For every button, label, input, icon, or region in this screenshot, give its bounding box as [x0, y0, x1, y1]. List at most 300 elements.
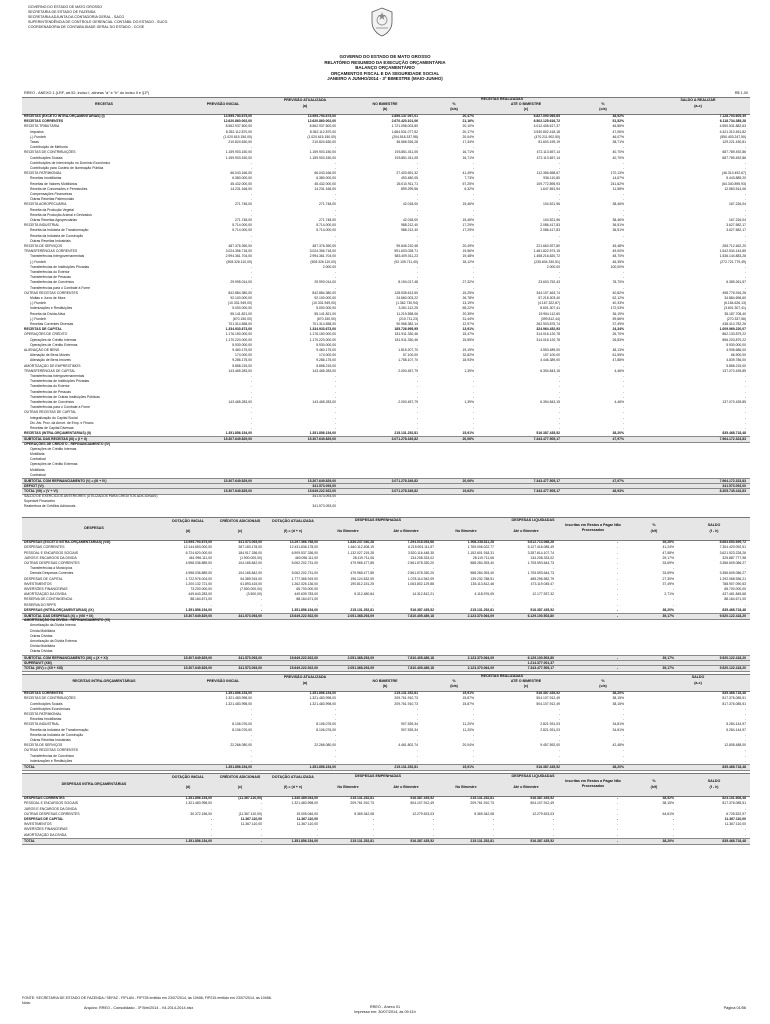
table-cell: 215.131.252,81: [394, 431, 418, 436]
table-cell: -: [622, 145, 624, 150]
table-cell: -: [622, 275, 624, 280]
table-cell: (6.164.626,13): [723, 301, 746, 306]
table-cell: 15.649.222.922,00: [289, 665, 318, 670]
table-cell: 1.159.903.150,00: [225, 155, 252, 160]
table-cell: OUTRAS RECEITAS DE CAPITAL: [24, 410, 77, 415]
table-cell: 13.955.793.675,00: [307, 114, 336, 118]
table-cell: 193.851.011,05: [394, 155, 418, 160]
table-cell: 479.965.477,85: [350, 560, 374, 565]
table-cell: 1.481.822.573,15: [533, 249, 560, 254]
table-cell: 55.141.821,00: [314, 311, 336, 316]
table-cell: Outras Receitas Patrimoniais: [30, 197, 74, 202]
table-cell: -: [334, 207, 336, 212]
table-cell: TOTAL (XIV) = (XII + XIII): [24, 665, 63, 670]
table-cell: 341.573.093,00: [238, 613, 262, 618]
table-cell: PESSOAL E ENCARGOS SOCIAIS: [24, 550, 78, 555]
table-cell: AMORTIZAÇÃO DA DÍVIDA: [24, 832, 67, 837]
table-cell: 23.603.752,43: [538, 280, 560, 285]
table-cell: 15,25%: [462, 290, 474, 295]
table-cell: 174.000,00: [319, 353, 336, 358]
table-cell: Transferências de Convênios: [30, 280, 74, 285]
table-cell: 15.307.649.829,00: [183, 655, 212, 660]
table-cell: 1.705.593.644,73: [527, 571, 554, 576]
table-cell: -: [260, 838, 262, 843]
table-cell: 42.018,00: [402, 218, 418, 222]
table-cell: (670.150,00): [232, 316, 252, 321]
table-cell: 487.376.390,00: [312, 244, 336, 248]
table-cell: 15.307.649.829,00: [223, 479, 252, 483]
table-cell: -: [744, 706, 746, 711]
table-cell: 109.772.895,93: [536, 181, 560, 186]
table-cell: DESPESAS (INTRA-ORÇAMENTÁRIAS) (IX): [24, 607, 94, 612]
table-cell: -: [492, 597, 494, 602]
table-cell: 6.129.100.503,80: [527, 655, 554, 660]
table-cell: 78,70%: [612, 280, 624, 285]
column-header: (c/a): [599, 107, 607, 111]
table-cell: 65.700.000,00: [296, 586, 318, 591]
table-cell: 15.307.649.829,00: [183, 665, 212, 670]
column-header: %: [452, 102, 456, 106]
table-cell: 92.100.000,00: [230, 296, 252, 300]
table-cell: 4.553.489,00: [540, 348, 560, 352]
table-cell: 9.286.175,00: [316, 358, 336, 363]
table-cell: 61,55%: [612, 353, 624, 358]
title-line: RELATÓRIO RESUMIDO DA EXECUÇÃO ORÇAMENTÁRIA: [324, 59, 446, 65]
table-cell: -: [744, 238, 746, 243]
table-cell: -: [492, 806, 494, 811]
table-cell: 167.226,04: [729, 202, 746, 207]
table-cell: -: [210, 832, 212, 837]
table-cell: 449.639.783,00: [294, 592, 318, 597]
table-cell: -: [622, 207, 624, 212]
table-cell: 5.312.480,84: [354, 592, 374, 597]
table-cell: 461.996.111,00: [188, 555, 212, 560]
column-header: Inscritas em Restos a Pagar Não Processados: [565, 523, 621, 532]
table-cell: 1.458.216.820,72: [533, 254, 560, 259]
table-cell: (1.020.615.150,00): [307, 134, 336, 139]
table-cell: -: [622, 379, 624, 384]
table-cell: 4.118.976,05: [474, 592, 494, 597]
table-cell: 40,70%: [612, 155, 624, 160]
table-cell: 6.129.100.503,80: [527, 613, 554, 618]
table-cell: -: [558, 207, 560, 212]
table-cell: -: [744, 426, 746, 430]
table-cell: 6.502.125.616,72: [533, 119, 560, 124]
column-header: %: [652, 523, 656, 528]
table-cell: 2.000.457,79: [398, 368, 418, 373]
table-cell: -: [334, 732, 336, 737]
table-cell: -: [616, 581, 618, 586]
table-cell: 24.660.003,22: [396, 296, 418, 300]
table-cell: 516.387.435,52: [536, 431, 560, 436]
table-cell: 57.100,00: [402, 353, 418, 358]
table-cell: -: [558, 197, 560, 202]
table-cell: 824.101.608,48: [722, 796, 746, 801]
table-cell: 18,93%: [462, 358, 474, 363]
table-cell: 45,48%: [612, 244, 624, 248]
table-cell: -: [492, 832, 494, 837]
table-cell: 907.539,34: [401, 727, 418, 732]
table-cell: -: [472, 264, 474, 269]
table-cell: -: [744, 566, 746, 571]
column-header: (f - h): [709, 785, 719, 790]
table-cell: -: [616, 827, 618, 832]
table-cell: SUBTOTAL DAS DESPESAS (X) = (VIII + IX): [24, 613, 94, 618]
table-cell: -: [616, 801, 618, 806]
table-cell: OUTRAS RECEITAS CORRENTES: [24, 748, 79, 753]
table-cell: 15.649.222.922,00: [289, 655, 318, 660]
table-cell: JUROS E ENCARGOS DA DÍVIDA: [24, 555, 77, 560]
table-cell: 64,61%: [662, 811, 674, 816]
table-cell: -: [432, 597, 434, 602]
table-cell: Dívida Mobiliária: [30, 628, 56, 633]
table-cell: 20,06%: [462, 479, 474, 483]
table-cell: (-) Fundeb: [30, 301, 46, 306]
table-cell: -: [372, 586, 374, 591]
table-cell: AMORTIZAÇÃO DA DÍVIDA: [24, 592, 67, 597]
table-cell: Contratual: [30, 457, 46, 462]
table-cell: -: [744, 197, 746, 202]
table-cell: 788.907.090,53: [722, 581, 746, 586]
table-cell: -: [250, 758, 252, 763]
table-cell: 139.232.788,51: [470, 576, 494, 581]
table-cell: 40,82%: [612, 290, 624, 295]
table-cell: 107.100,00: [543, 353, 560, 358]
table-cell: Transferências a Municípios: [30, 566, 73, 571]
column-header: (c/a): [599, 684, 607, 689]
table-cell: -: [334, 384, 336, 389]
table-cell: -: [472, 748, 474, 753]
column-header: RECEITAS: [95, 102, 113, 106]
table-cell: RECEITAS DE CONTRIBUIÇÕES: [24, 150, 76, 155]
table-cell: 21,16%: [462, 119, 474, 124]
table-cell: 38,52%: [662, 796, 674, 801]
table-cell: (11.367.110,00): [238, 796, 262, 801]
table-cell: -: [558, 748, 560, 753]
table-cell: 241,62%: [610, 181, 624, 186]
table-cell: 16,71%: [462, 155, 474, 160]
table-cell: 5.127.416.085,49: [527, 545, 554, 550]
table-cell: (470.211.902,50): [534, 134, 560, 139]
table-cell: -: [334, 415, 336, 420]
table-cell: (508.326.110,00): [226, 259, 252, 264]
institution-line: GOVERNO DO ESTADO DE MATO GROSSO: [28, 5, 103, 9]
table-cell: 190.812.151,25: [350, 581, 374, 586]
table-cell: 39,26%: [662, 540, 674, 545]
table-cell: -: [622, 748, 624, 753]
table-cell: AMORTIZAÇÃO DE EMPRÉSTIMOS: [24, 363, 81, 368]
table-cell: -: [260, 827, 262, 832]
table-cell: 104.165.842,00: [238, 571, 262, 576]
table-cell: -: [616, 592, 618, 597]
table-cell: -: [334, 145, 336, 150]
table-cell: 1.542.534.144,85: [719, 249, 746, 254]
table-cell: 344.107.463,74: [536, 290, 560, 295]
table-cell: -: [472, 758, 474, 763]
table-cell: -: [744, 389, 746, 394]
column-header: DOTAÇÃO INICIAL: [172, 775, 204, 780]
table-cell: 8.106.076,00: [316, 727, 336, 732]
table-cell: -: [334, 758, 336, 763]
table-cell: -: [210, 566, 212, 571]
table-cell: 856.203.879,22: [722, 337, 746, 342]
column-header: (a-c): [694, 104, 702, 108]
table-cell: -: [316, 602, 318, 607]
table-cell: -: [334, 160, 336, 165]
table-cell: -: [616, 566, 618, 571]
table-cell: INVESTIMENTOS: [24, 822, 52, 827]
table-cell: Contribuições Econômicas: [30, 706, 71, 711]
table-cell: 12.620.860.002,00: [307, 119, 336, 124]
table-cell: Receita da Produção Animal e Derivados: [30, 212, 92, 217]
table-cell: 15,47%: [462, 332, 474, 337]
column-header: No Bimestre: [455, 529, 477, 534]
table-cell: 2.051.368.293,09: [347, 655, 374, 660]
table-cell: -: [622, 363, 624, 368]
table-cell: -: [558, 753, 560, 758]
report-title: [0, 54, 770, 82]
table-cell: 20,49%: [462, 244, 474, 248]
table-cell: 472.113.657,14: [536, 150, 560, 155]
table-cell: -: [558, 711, 560, 716]
table-cell: 7.343.477.505,17: [527, 665, 554, 670]
table-cell: 35.187.708,40: [724, 311, 746, 316]
table-cell: -: [472, 410, 474, 415]
table-cell: -: [250, 415, 252, 420]
table-cell: 5.443.889,20: [726, 176, 746, 181]
table-cell: -: [672, 816, 674, 821]
table-cell: 3.071.278.349,82: [391, 479, 418, 483]
table-cell: 196.124.632,09: [350, 576, 374, 581]
column-header: SALDO: [707, 779, 721, 784]
table-cell: 591.603.028,71: [394, 249, 418, 254]
table-cell: -: [432, 827, 434, 832]
table-cell: -: [416, 717, 418, 722]
table-cell: 4,46%: [614, 400, 624, 404]
table-cell: 1.321.483.998,00: [225, 696, 252, 701]
table-cell: -: [260, 602, 262, 607]
table-cell: -: [558, 737, 560, 742]
table-cell: 143.465.283,00: [312, 400, 336, 404]
table-cell: -: [472, 394, 474, 399]
table-cell: -: [472, 166, 474, 170]
table-cell: 1.292.068.936,21: [719, 576, 746, 581]
table-cell: Receita de Concessões e Permissões: [30, 186, 88, 191]
table-cell: -: [416, 706, 418, 711]
table-cell: -: [472, 405, 474, 410]
table-cell: -: [558, 389, 560, 394]
table-cell: 835.468.718,48: [722, 764, 746, 769]
table-cell: Reabertura de Créditos Adicionais: [24, 504, 76, 508]
table-cell: -: [472, 753, 474, 758]
table-cell: 20,17%: [462, 129, 474, 134]
table-cell: (-) Fundeb: [30, 134, 46, 139]
table-cell: (-) Fundeb: [30, 259, 46, 264]
table-cell: -: [552, 832, 554, 837]
table-cell: -: [472, 711, 474, 716]
table-cell: -: [744, 753, 746, 758]
column-header: DESPESAS EMPENHADAS: [354, 774, 402, 779]
column-header: DOTAÇÃO ATUALIZADA: [272, 519, 314, 524]
table-cell: -: [472, 389, 474, 394]
table-cell: -: [744, 748, 746, 753]
table-cell: -: [558, 374, 560, 378]
table-cell: -: [558, 212, 560, 217]
source-text: FONTE: SECRETARIA DE ESTADO DE FAZENDA / SEFAZ - FIPLAN - FIP728 emitido em 23/07/2014, às 10h56; FIP215 emitido em 23/07/2014, às 10h58.: [22, 996, 272, 1000]
table-cell: 11,20%: [462, 727, 474, 732]
table-cell: (399.812,44): [540, 316, 560, 321]
table-cell: Operações de Crédito Externas: [30, 342, 78, 347]
table-cell: Taxas: [30, 140, 39, 144]
table-cell: Transferências do Exterior: [30, 384, 70, 389]
table-cell: RECEITAS CORRENTES: [24, 691, 64, 696]
table-cell: 5.930.000,00: [316, 342, 336, 347]
table-cell: -: [416, 732, 418, 737]
table-cell: 341.573.093,00: [238, 665, 262, 670]
table-cell: -: [672, 827, 674, 832]
table-cell: TOTAL (VII) = (V + VI): [24, 489, 58, 494]
table-cell: 14.231.166,00: [314, 186, 336, 191]
column-header: SALDO A REALIZAR: [680, 98, 716, 102]
table-cell: 19,63%: [462, 489, 474, 494]
table-cell: -: [558, 706, 560, 711]
table-cell: (11.367.110,00): [238, 811, 262, 816]
table-cell: -: [622, 197, 624, 202]
table-cell: 15.307.649.829,00: [183, 613, 212, 618]
table-cell: -: [334, 405, 336, 410]
column-header: ATÉ O BIMESTRE: [510, 102, 542, 106]
table-cell: -: [416, 233, 418, 238]
column-header: (e): [237, 785, 243, 790]
table-cell: 134.208.333,02: [410, 555, 434, 560]
table-cell: 449.643.283,00: [188, 592, 212, 597]
table-cell: INVESTIMENTOS: [24, 581, 52, 586]
table-cell: 8.562.937.500,00: [309, 124, 336, 129]
table-cell: -: [416, 197, 418, 202]
table-cell: -: [260, 806, 262, 811]
table-cell: 1.351.856.154,00: [185, 607, 212, 612]
table-cell: -: [432, 566, 434, 571]
table-cell: 5.062.202.731,00: [291, 571, 318, 576]
table-cell: 20,35%: [462, 311, 474, 316]
table-cell: 7.810.405.489,18: [407, 665, 434, 670]
table-cell: 17,34%: [462, 140, 474, 144]
table-cell: -: [416, 342, 418, 347]
table-cell: 57,25%: [462, 181, 474, 186]
table-cell: 215.131.252,81: [350, 607, 374, 612]
table-cell: 15.649.222.922,00: [307, 489, 336, 494]
table-cell: 479.965.477,85: [350, 571, 374, 576]
table-cell: 1.351.856.154,00: [309, 431, 336, 436]
table-cell: 181.911.330,46: [394, 337, 418, 342]
table-cell: 817.376.085,51: [722, 801, 746, 806]
table-cell: -: [744, 233, 746, 238]
table-cell: Alienação de Bens Móveis: [30, 353, 70, 358]
table-cell: 6.909.537.336,00: [291, 550, 318, 555]
table-cell: 66.043.166,00: [314, 171, 336, 176]
table-cell: -: [616, 816, 618, 821]
table-cell: 45.432.000,00: [230, 181, 252, 186]
table-cell: (92.105.711,40): [394, 259, 418, 264]
table-cell: 47,58%: [662, 550, 674, 555]
table-cell: 485.296.982,79: [530, 576, 554, 581]
table-cell: 209.761.910,73: [350, 801, 374, 806]
table-cell: 15,87%: [462, 701, 474, 706]
column-header: (f) = (d + e): [283, 529, 303, 534]
table-cell: 221.663.927,80: [536, 244, 560, 248]
table-cell: 842.884.380,00: [228, 290, 252, 295]
table-cell: Receita da Indústria de Construção: [30, 233, 84, 238]
table-cell: -: [552, 827, 554, 832]
table-cell: 12.279.523,03: [412, 811, 434, 816]
table-cell: -: [416, 363, 418, 368]
table-cell: 1.152.601.918,31: [467, 550, 494, 555]
table-cell: -: [432, 586, 434, 591]
footer-page: Página 01/56: [723, 1006, 746, 1010]
table-cell: -: [616, 555, 618, 560]
table-cell: OUTRAS DESPESAS CORRENTES: [24, 560, 80, 565]
table-cell: 271.748,00: [235, 218, 252, 222]
table-cell: 1.705.593.644,73: [527, 560, 554, 565]
table-cell: -: [472, 706, 474, 711]
table-cell: 20,04%: [462, 134, 474, 139]
table-cell: 835.468.718,48: [722, 607, 746, 612]
table-cell: 27.403.691,32: [396, 171, 418, 176]
table-cell: -: [416, 275, 418, 280]
column-header: NO BIMESTRE: [372, 102, 398, 106]
table-cell: 2,71%: [664, 592, 674, 597]
table-cell: 314.016.120,78: [536, 332, 560, 337]
table-cell: 516.387.435,52: [536, 764, 560, 769]
column-header: SALDO: [707, 523, 721, 528]
table-cell: -: [616, 796, 618, 801]
table-cell: TRANSFERÊNCIAS CORRENTES: [24, 249, 78, 254]
column-header: ATÉ O BIMESTRE: [510, 679, 542, 684]
table-cell: 38,20%: [612, 431, 624, 436]
table-cell: -: [616, 545, 618, 550]
table-cell: 2.123.370.064,09: [467, 655, 494, 660]
table-cell: 99.845.210,48: [396, 244, 418, 248]
table-cell: 13.955.793.675,00: [183, 540, 212, 545]
table-cell: -: [472, 363, 474, 368]
table-cell: 15,91%: [462, 431, 474, 436]
table-cell: DÉFICIT (VI): [24, 484, 44, 489]
table-cell: -: [432, 822, 434, 827]
table-cell: -: [260, 607, 262, 612]
table-cell: 143.465.283,00: [228, 368, 252, 373]
column-header: Até o Bimestre: [393, 785, 419, 790]
table-cell: Operações de Crédito Internas: [30, 337, 77, 342]
table-cell: -: [622, 420, 624, 425]
table-cell: -: [672, 586, 674, 591]
table-cell: -: [616, 597, 618, 602]
table-cell: 1.815.207,70: [398, 348, 418, 352]
table-cell: 61.893.415,00: [240, 581, 262, 586]
table-cell: (64.340.895,93): [722, 181, 746, 186]
table-cell: 2.086.417,83: [540, 228, 560, 233]
table-cell: Operações de Crédito Externas: [30, 462, 78, 467]
table-cell: ALIENAÇÃO DE BENS: [24, 348, 60, 352]
table-cell: -: [622, 384, 624, 389]
table-cell: PESSOAL E ENCARGOS SOCIAIS: [24, 801, 78, 806]
table-cell: 215.131.252,81: [394, 691, 418, 696]
table-cell: 193.851.011,05: [394, 150, 418, 155]
table-cell: -: [672, 597, 674, 602]
table-cell: -: [334, 233, 336, 238]
table-cell: Transferências de Pessoas: [30, 389, 71, 394]
table-cell: (210.711,23): [399, 316, 418, 321]
table-cell: 11.367.110,00: [240, 822, 262, 827]
